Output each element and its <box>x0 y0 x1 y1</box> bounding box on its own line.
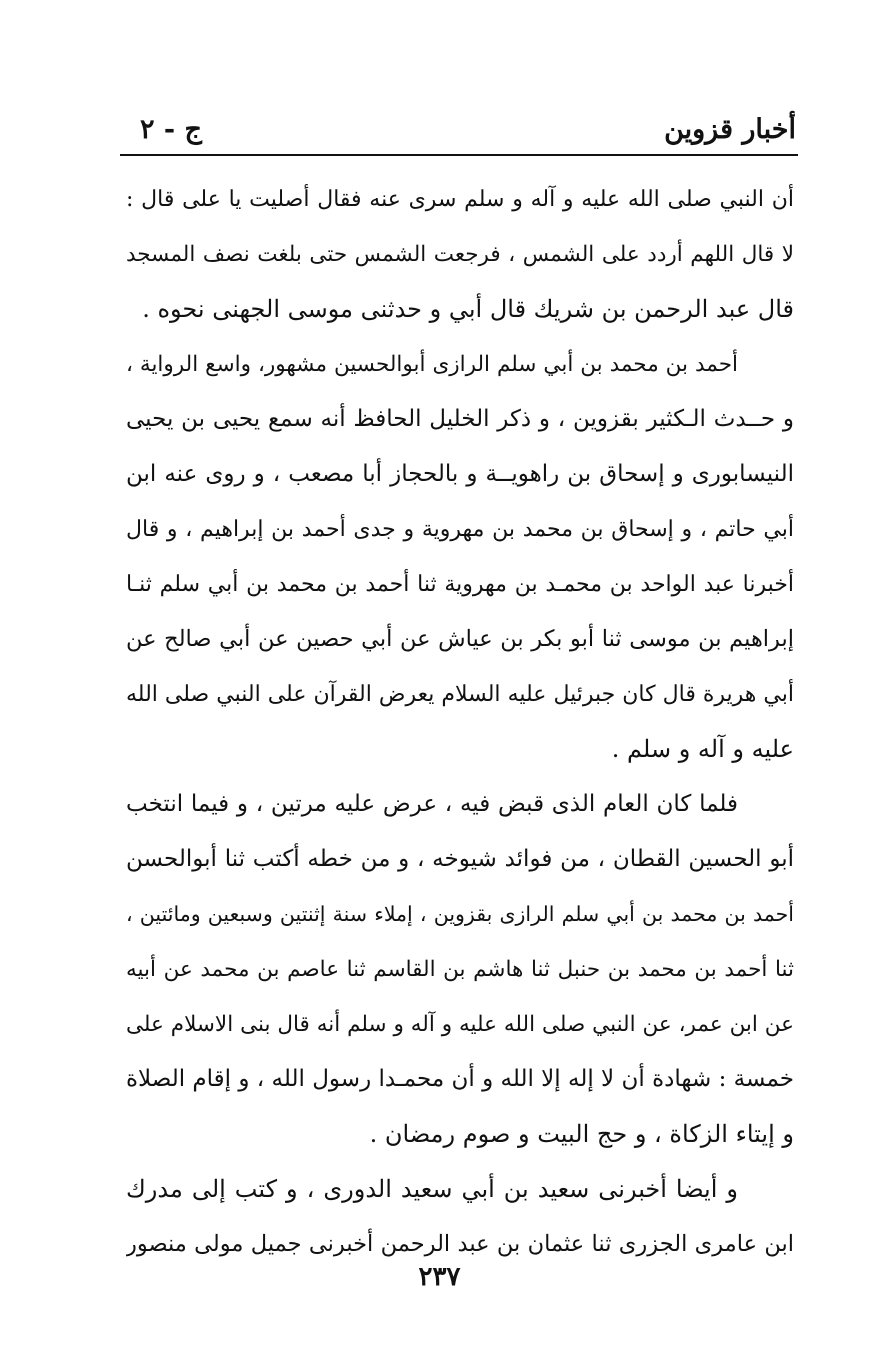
text-line: أخبرنا عبد الواحد بن محمـد بن مهروية ثنا أحمد بن محمد بن أبي سلم ثنـا <box>126 572 794 597</box>
paragraph-4 <box>126 1162 794 1272</box>
page-header <box>122 108 796 154</box>
text-line: عن ابن عمر، عن النبي صلى الله عليه و آله و سلم أنه قال بنى الاسلام على <box>126 1012 794 1037</box>
text-line: و أيضا أخبرنى سعيد بن أبي سعيد الدورى ، و كتب إلى مدرك <box>126 1175 738 1203</box>
text-line: لا قال اللهم أردد على الشمس ، فرجعت الشمس حتى بلغت نصف المسجد <box>126 242 794 267</box>
text-line: عليه و آله و سلم . <box>611 735 794 763</box>
paragraph-2 <box>126 337 794 777</box>
text-line: ابن عامرى الجزرى ثنا عثمان بن عبد الرحمن أخبرنى جميل مولى منصور <box>126 1231 794 1257</box>
paragraph-3 <box>126 777 794 1162</box>
page-number: ٢٣٧ <box>418 1262 461 1292</box>
running-title: أخبار قزوين <box>664 114 796 145</box>
text-line: ثنا أحمد بن محمد بن حنبل ثنا هاشم بن القاسم ثنا عاصم بن محمد عن أبيه <box>126 957 794 982</box>
header-divider <box>120 154 798 156</box>
body-text <box>126 172 794 1272</box>
text-line: فلما كان العام الذى قبض فيه ، عرض عليه مرتين ، و فيما انتخب <box>126 791 738 817</box>
text-line: إبراهيم بن موسى ثنا أبو بكر بن عياش عن أبي حصين عن أبي صالح عن <box>126 626 794 652</box>
text-line: أحمد بن محمد بن أبي سلم الرازى أبوالحسين مشهور، واسع الرواية ، <box>126 352 738 377</box>
text-line: أبي هريرة قال كان جبرئيل عليه السلام يعرض القرآن على النبي صلى الله <box>126 682 794 707</box>
text-line: قال عبد الرحمن بن شريك قال أبي و حدثنى موسى الجهنى نحوه . <box>142 295 794 323</box>
text-line: أحمد بن محمد بن أبي سلم الرازى بقزوين ، إملاء سنة إثنتين وسبعين ومائتين ، <box>126 902 794 926</box>
text-line: أبي حاتم ، و إسحاق بن محمد بن مهروية و جدى أحمد بن إبراهيم ، و قال <box>126 517 794 542</box>
text-line: و إيتاء الزكاة ، و حج البيت و صوم رمضان . <box>369 1120 794 1148</box>
volume-label: ج - ٢ <box>140 114 202 145</box>
text-line: و حــدث الـكثير بقزوين ، و ذكر الخليل الحافظ أنه سمع يحيى بن يحيى <box>126 406 794 432</box>
paragraph-1 <box>126 172 794 337</box>
text-line: أبو الحسين القطان ، من فوائد شيوخه ، و من خطه أكتب ثنا أبوالحسن <box>126 846 794 872</box>
text-line: النيسابورى و إسحاق بن راهويــة و بالحجاز أبا مصعب ، و روى عنه ابن <box>126 461 794 487</box>
text-line: أن النبي صلى الله عليه و آله و سلم سرى عنه فقال أصليت يا على قال : <box>126 187 794 212</box>
text-line: خمسة : شهادة أن لا إله إلا الله و أن محمـدا رسول الله ، و إقام الصلاة <box>126 1066 794 1092</box>
